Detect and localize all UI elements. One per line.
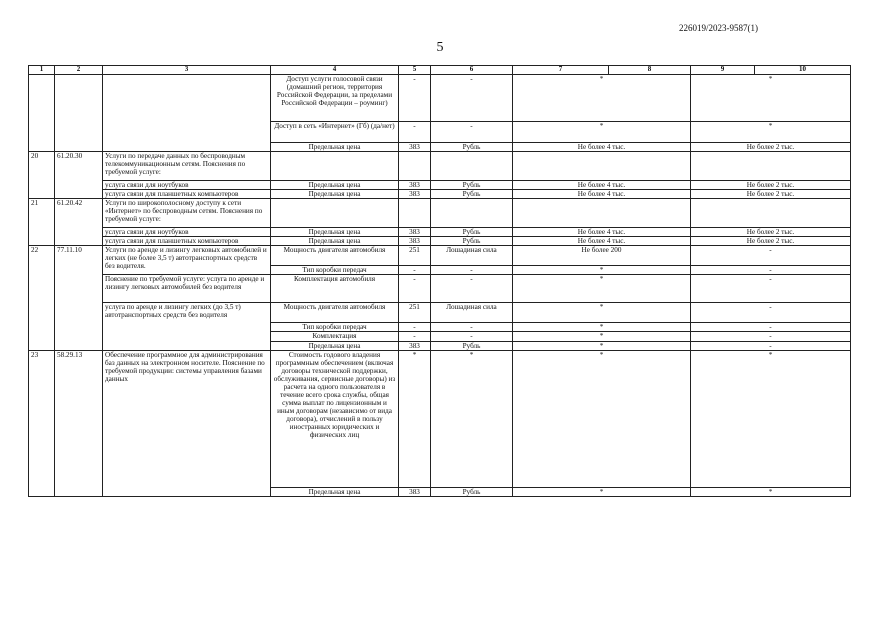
cell: Не более 4 тыс.	[513, 143, 691, 152]
cell: -	[399, 75, 431, 122]
cell: Предельная цена	[271, 143, 399, 152]
cell: -	[691, 266, 851, 275]
table-row	[29, 303, 851, 323]
item-title: Обеспечение программное для администрирования баз данных на электронном носителе. Пояснение по требуемой продукции: системы управления базами данных	[103, 350, 271, 496]
cell: Не более 2 тыс.	[691, 181, 851, 190]
cell: 383	[399, 341, 431, 350]
cell: Тип коробки передач	[271, 323, 399, 332]
cell: Тип коробки передач	[271, 266, 399, 275]
table-row	[29, 152, 851, 181]
cell: -	[399, 122, 431, 143]
col-header: 10	[755, 66, 851, 75]
cell: -	[691, 323, 851, 332]
table-row	[29, 246, 851, 266]
item-sub: услуга связи для ноутбуков	[103, 228, 271, 237]
cell: *	[399, 350, 431, 487]
cell: Не более 200	[513, 246, 691, 266]
cell: Рубль	[431, 190, 513, 199]
cell: Лошадиная сила	[431, 303, 513, 323]
cell: Рубль	[431, 228, 513, 237]
item-title: Услуги по аренде и лизингу легковых автомобилей и легких (не более 3,5 т) автотранспортных средств без водителя.	[103, 246, 271, 275]
cell: -	[431, 122, 513, 143]
cell: -	[431, 75, 513, 122]
row-number: 20	[29, 152, 55, 199]
col-header: 6	[431, 66, 513, 75]
cell: *	[691, 75, 851, 122]
cell: -	[399, 332, 431, 341]
cell: Предельная цена	[271, 190, 399, 199]
cell	[29, 75, 55, 152]
item-sub: услуга связи для планшетных компьютеров	[103, 237, 271, 246]
cell: 383	[399, 237, 431, 246]
col-header: 7	[513, 66, 609, 75]
cell: Рубль	[431, 487, 513, 496]
cell	[103, 75, 271, 152]
cell: Предельная цена	[271, 181, 399, 190]
cell: -	[431, 332, 513, 341]
cell: Предельная цена	[271, 487, 399, 496]
cell: Не более 2 тыс.	[691, 237, 851, 246]
cell	[399, 199, 431, 228]
cell: Предельная цена	[271, 228, 399, 237]
requirements-table	[28, 65, 851, 497]
cell: *	[513, 266, 691, 275]
cell: 383	[399, 181, 431, 190]
cell: -	[691, 275, 851, 303]
cell: Доступ в сеть «Интернет» (Гб) (да/нет)	[271, 122, 399, 143]
cell: 383	[399, 190, 431, 199]
cell: 383	[399, 487, 431, 496]
cell: *	[431, 350, 513, 487]
cell: *	[513, 122, 691, 143]
okpd-code: 61.20.30	[55, 152, 103, 199]
cell	[513, 152, 691, 181]
item-title: Услуги по передаче данных по беспроводным телекоммуникационным сетям. Пояснения по требуемой услуге:	[103, 152, 271, 181]
table-row	[29, 228, 851, 237]
cell	[691, 152, 851, 181]
cell: *	[513, 350, 691, 487]
cell: 251	[399, 303, 431, 323]
cell: -	[431, 275, 513, 303]
cell: 383	[399, 143, 431, 152]
cell: Предельная цена	[271, 237, 399, 246]
table-row	[29, 75, 851, 122]
cell: -	[691, 246, 851, 266]
cell	[55, 75, 103, 152]
page-number: 5	[436, 40, 444, 55]
cell: *	[513, 275, 691, 303]
cell: *	[513, 323, 691, 332]
row-number: 21	[29, 199, 55, 246]
cell: Не более 4 тыс.	[513, 228, 691, 237]
col-header: 3	[103, 66, 271, 75]
row-number: 23	[29, 350, 55, 496]
cell	[271, 152, 399, 181]
header-row	[29, 66, 851, 75]
cell: Комплектация автомобиля	[271, 275, 399, 303]
cell: Рубль	[431, 143, 513, 152]
cell: Не более 4 тыс.	[513, 237, 691, 246]
table-row	[29, 237, 851, 246]
cell: 383	[399, 228, 431, 237]
cell: *	[691, 487, 851, 496]
cell: Рубль	[431, 237, 513, 246]
item-title: Услуги по широкополосному доступу к сети «Интернет» по беспроводным сетям. Пояснения по требуемой услуге:	[103, 199, 271, 228]
table-row	[29, 199, 851, 228]
cell: *	[691, 350, 851, 487]
cell: *	[513, 341, 691, 350]
table-row	[29, 190, 851, 199]
cell: *	[691, 122, 851, 143]
okpd-code: 77.11.10	[55, 246, 103, 350]
cell: *	[513, 332, 691, 341]
okpd-code: 58.29.13	[55, 350, 103, 496]
cell: Предельная цена	[271, 341, 399, 350]
cell: *	[513, 303, 691, 323]
col-header: 8	[609, 66, 691, 75]
item-sub: услуга связи для планшетных компьютеров	[103, 190, 271, 199]
cell: 251	[399, 246, 431, 266]
cell: Лошадиная сила	[431, 246, 513, 266]
row-number: 22	[29, 246, 55, 350]
cell: -	[691, 303, 851, 323]
cell: *	[513, 487, 691, 496]
cell: -	[691, 341, 851, 350]
cell: -	[399, 275, 431, 303]
cell: Мощность двигателя автомобиля	[271, 303, 399, 323]
item-sub: услуга по аренде и лизингу легких (до 3,5 т) автотранспортных средств без водителя	[103, 303, 271, 350]
cell: -	[431, 323, 513, 332]
cell: Доступ услуги голосовой связи (домашний регион, территория Российской Федерации, за пределами Российской Федерации – роуминг)	[271, 75, 399, 122]
cell: -	[399, 323, 431, 332]
okpd-code: 61.20.42	[55, 199, 103, 246]
cell: Стоимость годового владения программным обеспечением (включая договоры технической поддержки, обслуживания, сервисные договоры) из расчета на одного пользователя в течение всего срока службы, общая сумма выплат по лицензионным и иным договорам (независимо от вида договора), отчислений в пользу иностранных юридических и физических лиц	[271, 350, 399, 487]
col-header: 5	[399, 66, 431, 75]
col-header: 9	[691, 66, 755, 75]
cell: *	[513, 75, 691, 122]
cell: Мощность двигателя автомобиля	[271, 246, 399, 266]
col-header: 4	[271, 66, 399, 75]
item-explanation: Пояснение по требуемой услуге: услуга по аренде и лизингу легковых автомобилей без водителя	[103, 275, 271, 303]
cell	[691, 199, 851, 228]
cell	[431, 199, 513, 228]
col-header: 1	[29, 66, 55, 75]
cell: Рубль	[431, 341, 513, 350]
cell: Рубль	[431, 181, 513, 190]
cell	[271, 199, 399, 228]
cell: Комплектация	[271, 332, 399, 341]
col-header: 2	[55, 66, 103, 75]
cell: Не более 4 тыс.	[513, 190, 691, 199]
cell: -	[431, 266, 513, 275]
cell: Не более 2 тыс.	[691, 228, 851, 237]
table-row	[29, 350, 851, 487]
cell: Не более 2 тыс.	[691, 143, 851, 152]
table-row	[29, 181, 851, 190]
cell: -	[399, 266, 431, 275]
cell: Не более 4 тыс.	[513, 181, 691, 190]
cell	[431, 152, 513, 181]
table-row	[29, 275, 851, 303]
cell: Не более 2 тыс.	[691, 190, 851, 199]
document-number: 226019/2023-9587(1)	[679, 23, 758, 33]
cell: -	[691, 332, 851, 341]
cell	[399, 152, 431, 181]
cell	[513, 199, 691, 228]
item-sub: услуга связи для ноутбуков	[103, 181, 271, 190]
